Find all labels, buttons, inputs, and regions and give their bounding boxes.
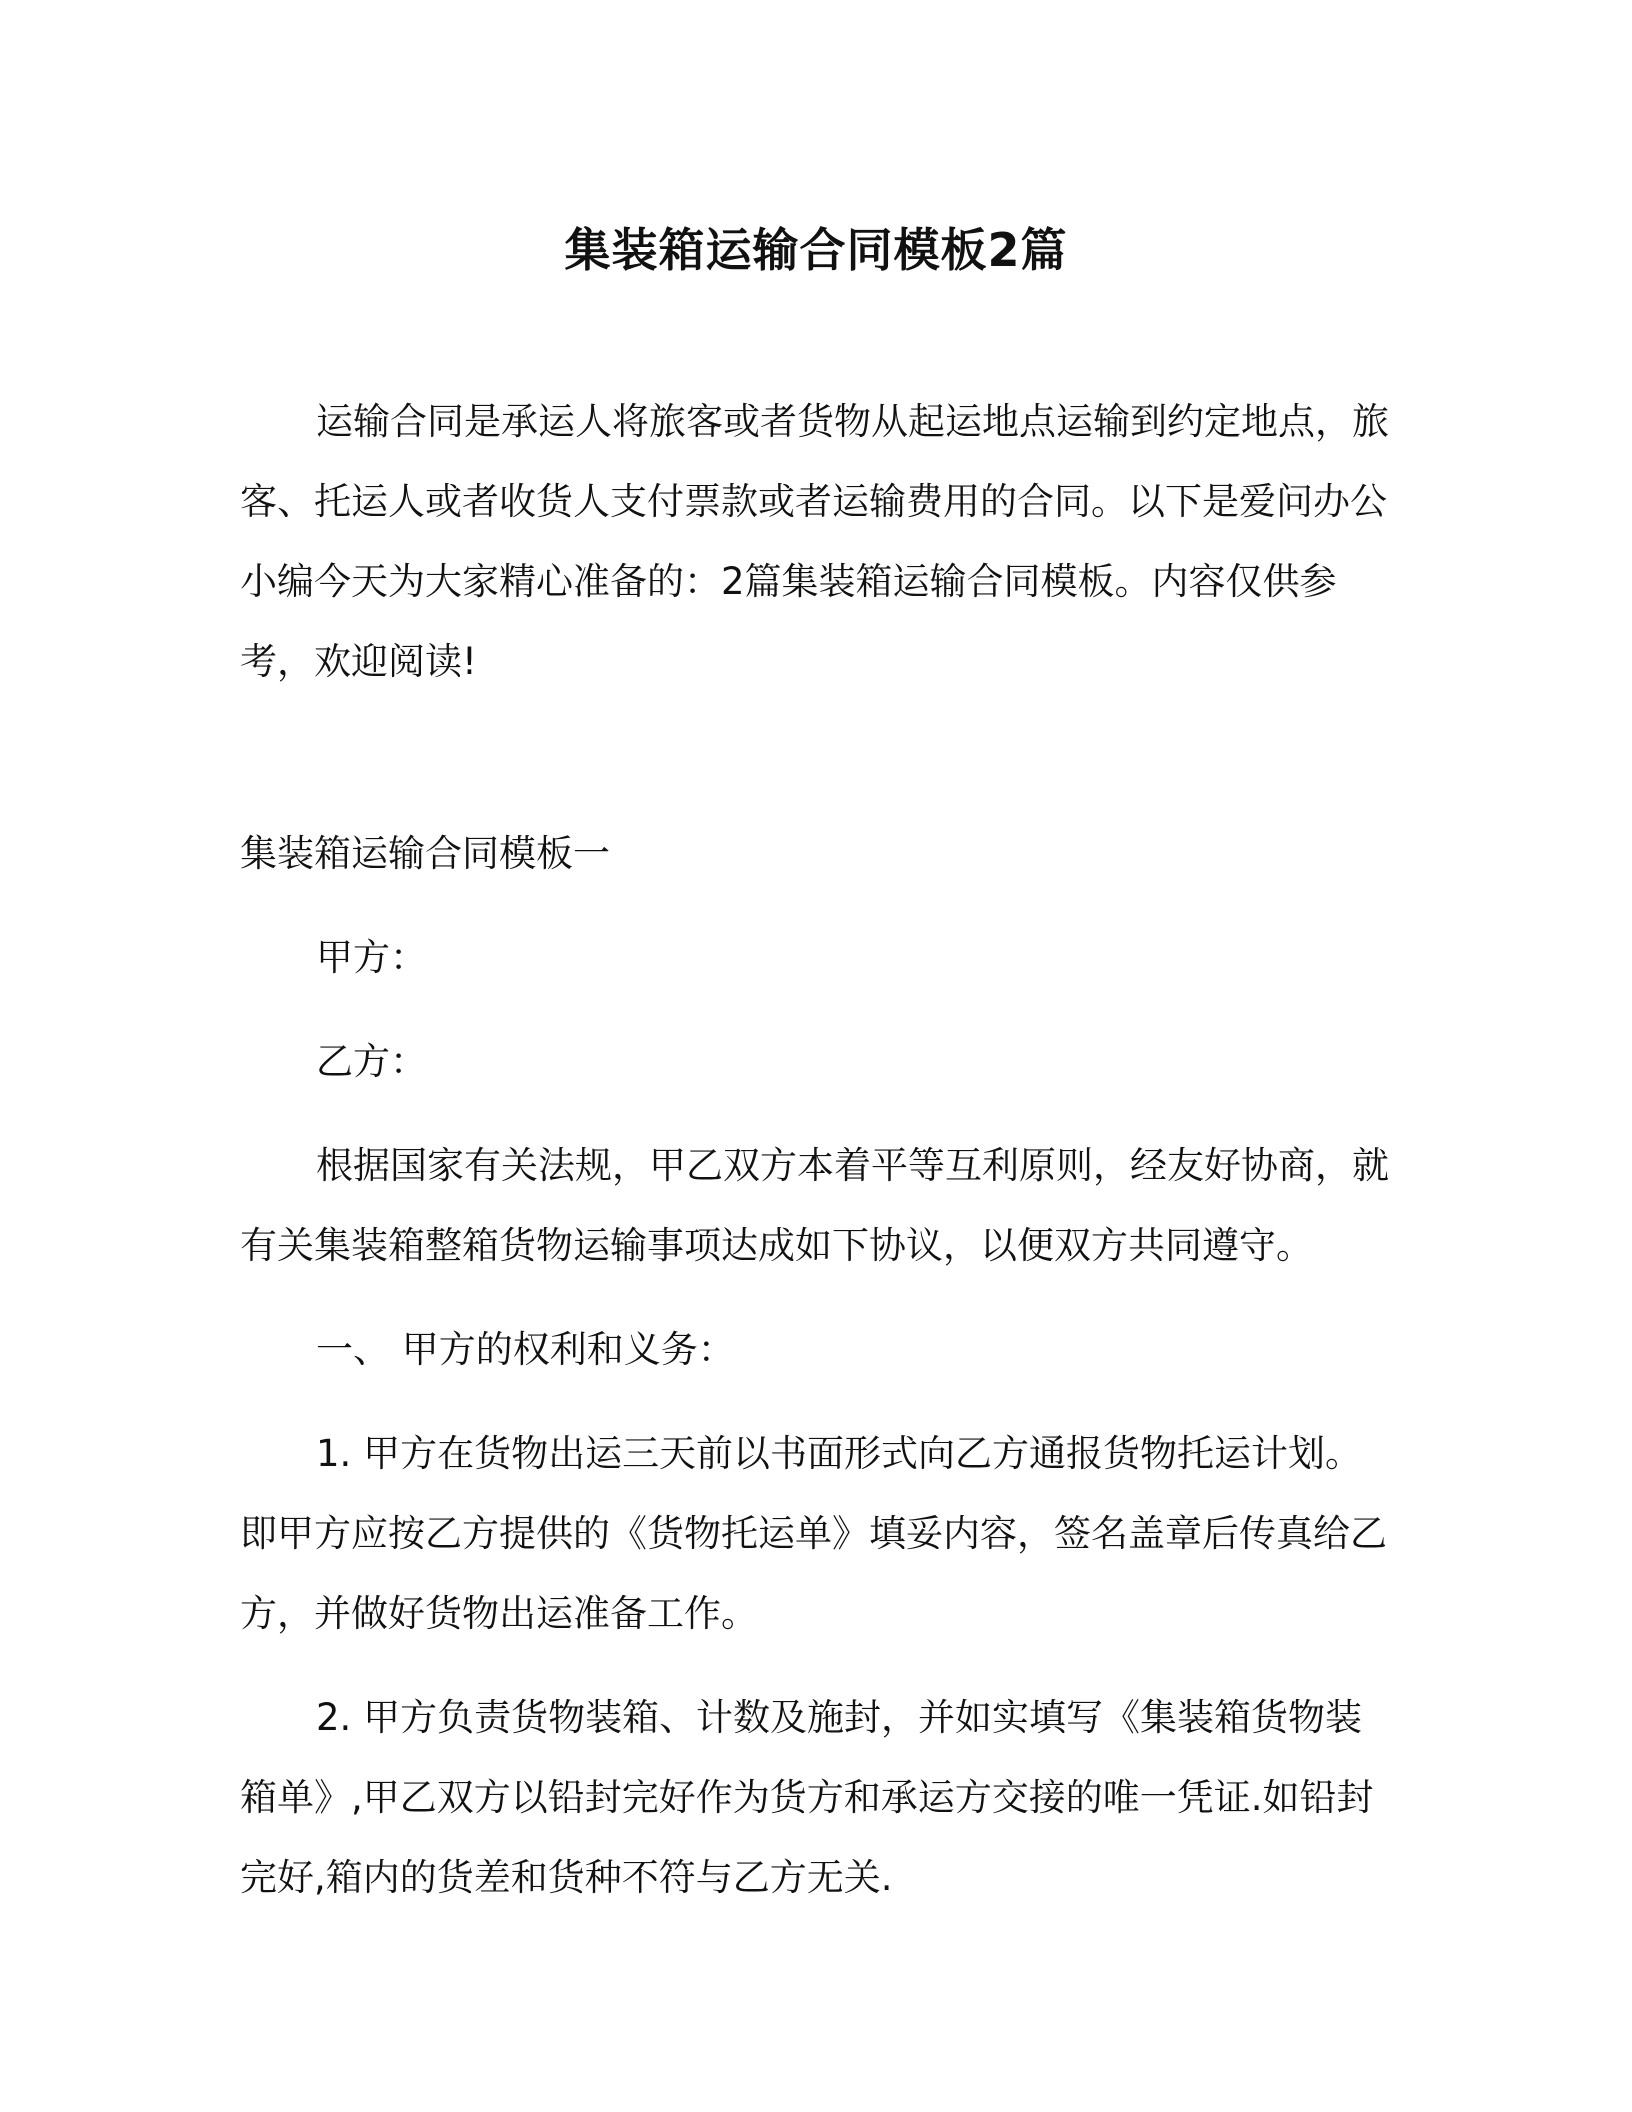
section-title: 集装箱运输合同模板一 <box>240 832 610 875</box>
document-title: 集装箱运输合同模板2篇 <box>564 223 1068 277</box>
clause-heading: 一、 甲方的权利和义务： <box>316 1328 735 1371</box>
party-a-label: 甲方： <box>316 936 427 979</box>
party-b-label: 乙方： <box>316 1040 427 1083</box>
clause-item-1: 1. 甲方在货物出运三天前以书面形式向乙方通报货物托运计划。即甲方应按乙方提供的《货物托运单》填妥内容，签名盖章后传真给乙方，并做好货物出运准备工作。 <box>240 1432 1387 1635</box>
intro-paragraph: 运输合同是承运人将旅客或者货物从起运地点运输到约定地点，旅客、托运人或者收货人支付票款或者运输费用的合同。以下是爱问办公小编今天为大家精心准备的：2篇集装箱运输合同模板。内容仅供参考，欢迎阅读! <box>240 400 1389 683</box>
preamble-paragraph: 根据国家有关法规，甲乙双方本着平等互利原则，经友好协商，就有关集装箱整箱货物运输事项达成如下协议，以便双方共同遵守。 <box>240 1144 1389 1267</box>
clause-item-2: 2. 甲方负责货物装箱、计数及施封，并如实填写《集装箱货物装箱单》,甲乙双方以铅封完好作为货方和承运方交接的唯一凭证.如铅封完好,箱内的货差和货种不符与乙方无关. <box>240 1696 1374 1899</box>
